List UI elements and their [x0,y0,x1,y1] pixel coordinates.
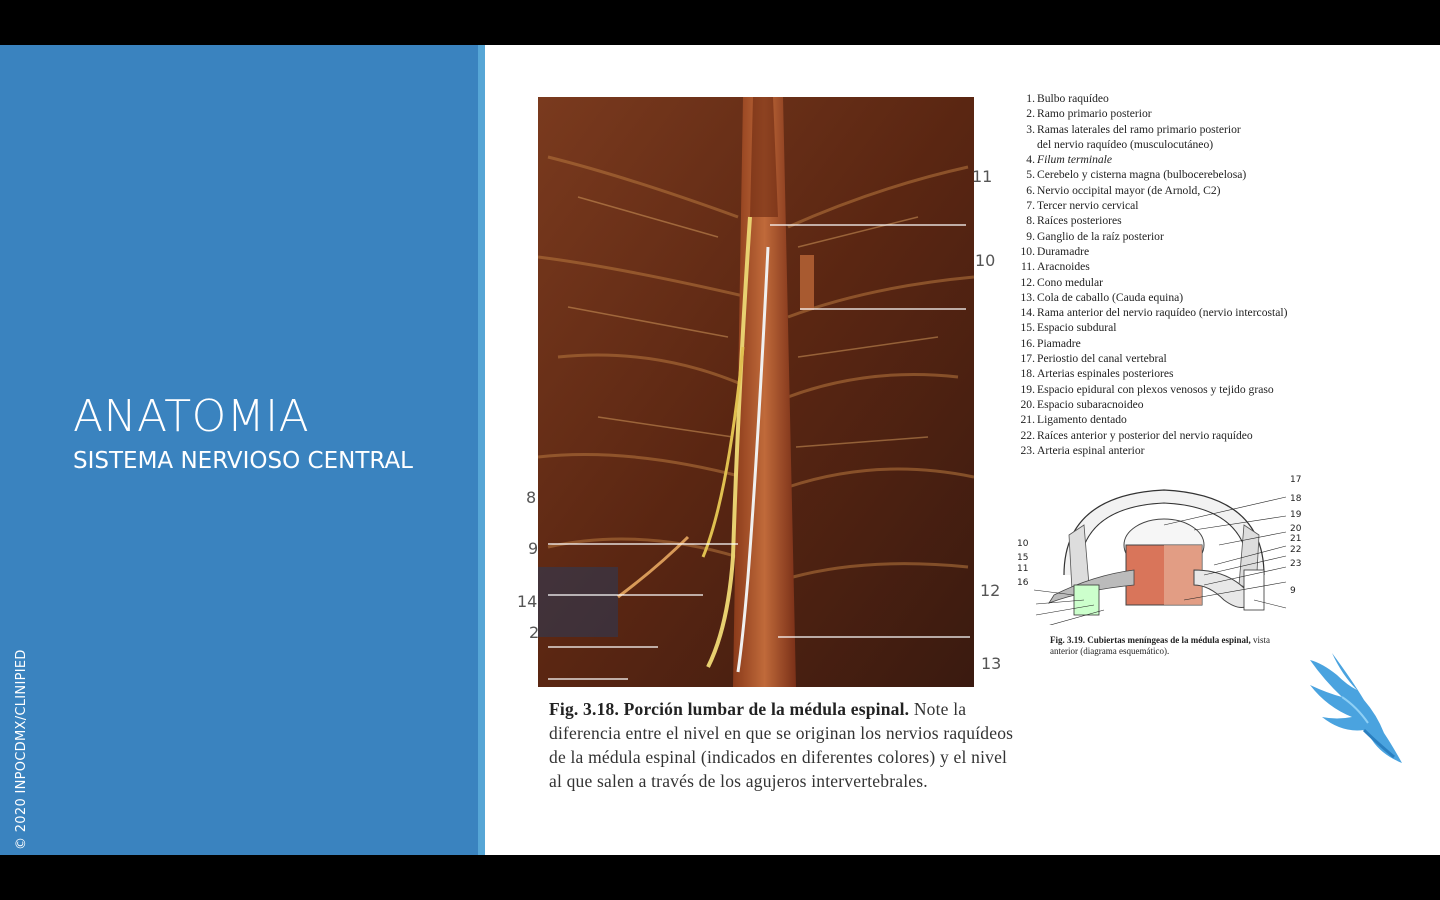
legend-number: 21. [1020,413,1035,427]
legend-number: 16. [1020,336,1035,350]
diagram-label: 15 [1017,553,1029,563]
legend-item [1016,305,1287,320]
legend-text: Raíces anterior y posterior del nervio raquídeo [1037,428,1253,442]
legend-text: Filum terminale [1037,153,1113,167]
photo-label: 2 [529,623,540,642]
legend-number: 18. [1020,367,1035,381]
legend-item [1016,183,1287,198]
photo-label: 14 [517,592,538,611]
legend-number: 8. [1026,214,1035,228]
figure-318-caption-body: Note la diferencia entre el nivel en que se originan los nervios raquídeos de la médula espinal (indicados en diferentes colores) y el nivel al que salen a través de los agujeros intervertebrales. [549,699,1014,791]
spinal-cord-photo [538,97,974,687]
legend-item [1016,351,1287,366]
legend-number: 9. [1026,229,1035,243]
figure-319-caption-body: vista anterior (diagrama esquemático). [1050,635,1271,656]
photo-label: 10 [975,251,996,270]
legend-item [1016,412,1287,427]
legend-number: 17. [1020,352,1035,366]
legend-text: Tercer nervio cervical [1037,199,1139,213]
legend-item [1016,244,1287,259]
legend-item [1016,275,1287,290]
legend-item [1016,290,1287,305]
sidebar-panel [0,45,478,855]
photo-label: 11 [972,167,993,186]
legend-text: Aracnoides [1037,260,1090,274]
legend-number: 15. [1020,321,1035,335]
legend-number: 14. [1020,306,1035,320]
legend-number: 13. [1020,290,1035,304]
legend-item [1016,137,1287,152]
diagram-label: 22 [1290,545,1302,555]
legend-text: Ganglio de la raíz posterior [1037,229,1164,243]
figure-319-caption-title: Fig. 3.19. Cubiertas meníngeas de la médula espinal, [1050,635,1251,645]
legend-item [1016,382,1287,397]
figure-319-caption [1050,635,1270,657]
legend-number: 19. [1020,382,1035,396]
diagram-label: 23 [1290,559,1302,569]
legend-item [1016,106,1287,121]
legend-number: 7. [1026,199,1035,213]
legend-item [1016,443,1287,458]
legend-number: 5. [1026,168,1035,182]
legend-item [1016,397,1287,412]
legend-text: Arterias espinales posteriores [1037,367,1174,381]
legend-text: Espacio subdural [1037,321,1117,335]
legend-text: Raíces posteriores [1037,214,1122,228]
legend-item [1016,122,1287,137]
legend-item [1016,320,1287,335]
legend-text: Piamadre [1037,336,1081,350]
legend-text: Cerebelo y cisterna magna (bulbocerebelosa) [1037,168,1247,182]
legend-number: 6. [1026,183,1035,197]
legend-item [1016,259,1287,274]
legend-text: Arteria espinal anterior [1037,443,1145,457]
legend-number: 1. [1026,92,1035,105]
anatomy-legend [1016,91,1287,458]
legend-item [1016,91,1287,106]
diagram-label: 18 [1290,494,1302,504]
legend-text: Cono medular [1037,275,1104,289]
figure-318-caption [549,697,1019,793]
photo-label: 13 [981,654,1002,673]
legend-text: Bulbo raquídeo [1037,92,1109,105]
diagram-label: 10 [1017,539,1029,549]
legend-item [1016,428,1287,443]
slide-subtitle: SISTEMA NERVIOSO CENTRAL [73,448,413,474]
legend-number: 12. [1020,275,1035,289]
diagram-label: 19 [1290,510,1302,520]
photo-label: 8 [526,488,537,507]
legend-text: Duramadre [1037,244,1090,258]
slide-title: ANATOMIA [73,391,310,442]
photo-label: 12 [980,581,1001,600]
meninges-diagram [1014,475,1314,625]
legend-text: Espacio epidural con plexos venosos y tejido graso [1037,382,1274,396]
legend-text: Ramas laterales del ramo primario posterior [1037,122,1241,136]
legend-number: 10. [1020,244,1035,258]
legend-text: Rama anterior del nervio raquídeo (nervio intercostal) [1037,306,1288,320]
legend-number: 20. [1020,397,1035,411]
legend-text: del nervio raquídeo (musculocutáneo) [1037,137,1214,151]
legend-item [1016,229,1287,244]
legend-number: 4. [1026,153,1035,167]
legend-number: 2. [1026,107,1035,121]
winged-foot-logo-icon [1302,645,1406,767]
copyright-text: © 2020 INPOCDMX/CLINIPIED [14,649,29,850]
diagram-label: 17 [1290,475,1302,485]
legend-item [1016,213,1287,228]
legend-item [1016,336,1287,351]
legend-item [1016,152,1287,167]
legend-item [1016,167,1287,182]
legend-text: Ligamento dentado [1037,413,1127,427]
diagram-label: 9 [1290,586,1296,596]
diagram-label: 11 [1017,564,1029,574]
legend-item [1016,198,1287,213]
legend-text: Periostio del canal vertebral [1037,352,1167,366]
diagram-label: 21 [1290,534,1302,544]
diagram-label: 16 [1017,578,1029,588]
legend-number: 11. [1020,260,1035,274]
legend-number: 3. [1026,122,1035,136]
slide [0,45,1440,855]
legend-text: Espacio subaracnoideo [1037,397,1144,411]
legend-item [1016,366,1287,381]
photo-label: 9 [528,539,539,558]
legend-text: Cola de caballo (Cauda equina) [1037,290,1184,304]
legend-text: Nervio occipital mayor (de Arnold, C2) [1037,183,1221,197]
figure-318-caption-title: Fig. 3.18. Porción lumbar de la médula espinal. [549,699,910,719]
legend-text: Ramo primario posterior [1037,107,1152,121]
diagram-label: 20 [1290,524,1302,534]
legend-number: 23. [1020,443,1035,457]
panel-edge-stripe [478,45,485,855]
legend-number: 22. [1020,428,1035,442]
